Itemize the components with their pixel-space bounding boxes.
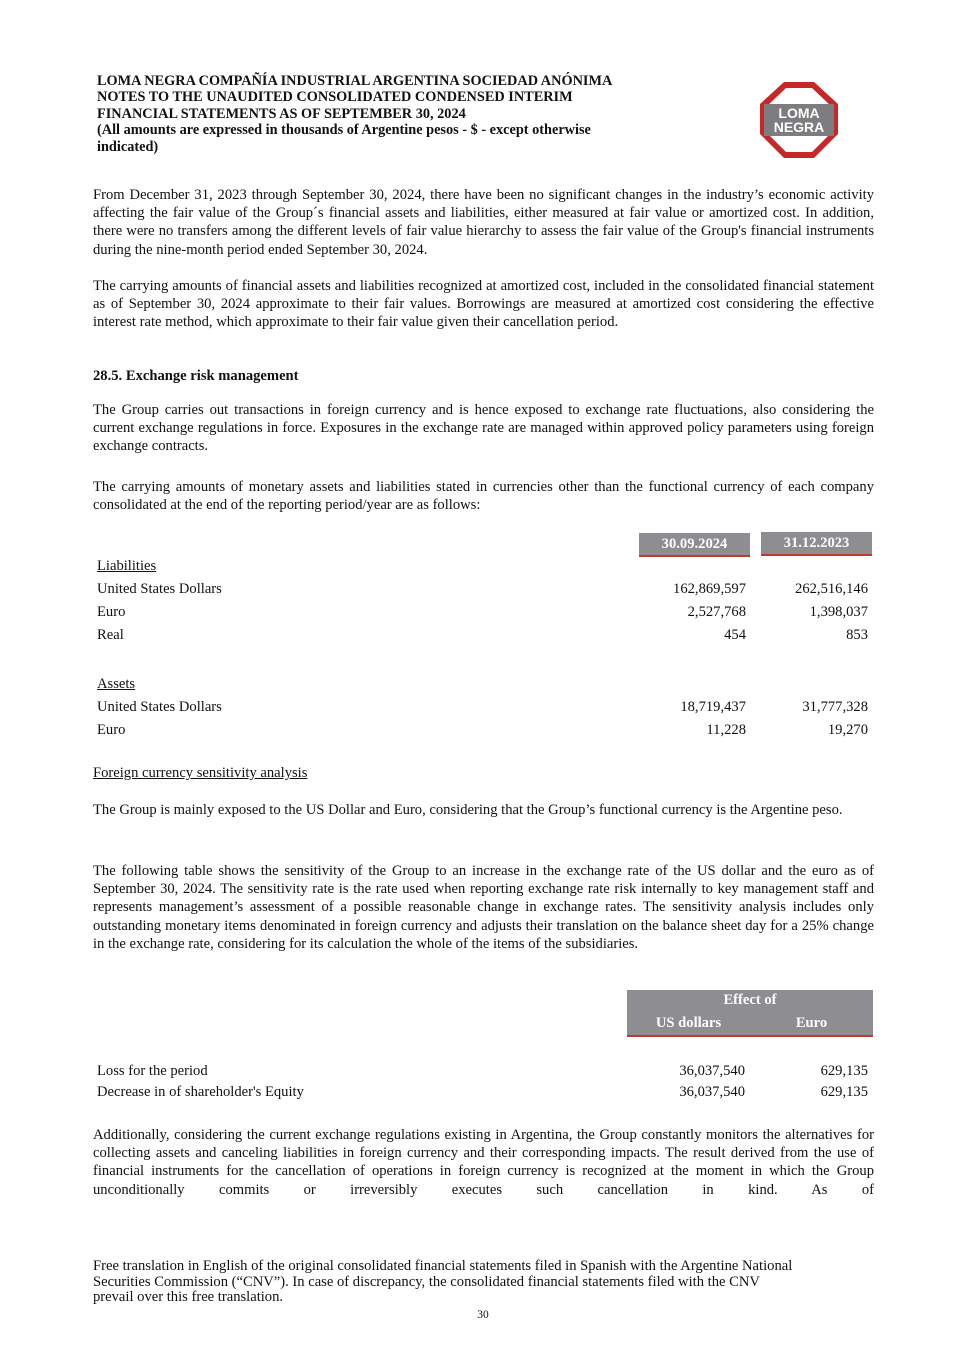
equity-decrease-euro: 629,135 (820, 1084, 868, 1100)
liability-label-euro: Euro (97, 604, 126, 620)
loss-for-period-euro: 629,135 (820, 1063, 868, 1079)
asset-usd-2023: 31,777,328 (802, 699, 868, 715)
liability-usd-2024: 162,869,597 (673, 581, 746, 597)
effect-of-label: Effect of (723, 992, 777, 1008)
paragraph-carrying-amounts: The carrying amounts of financial assets and liabilities recognized at amortized cost, included in the consolidated financial statement as of September 30, 2024 approximate to their fair values. Borrowings are measured at amortized cost considering the effective interest rate method, which approximate to their fair value given their cancellation period. (93, 278, 874, 331)
column-header-30-09-2024: 30.09.2024 (639, 533, 750, 557)
asset-euro-2023: 19,270 (827, 722, 868, 738)
assets-heading: Assets (97, 676, 136, 692)
paragraph-sensitivity-description: The following table shows the sensitivity of the Group to an increase in the exchange rate of the US dollar and the euro as of September 30, 2024. The sensitivity rate is the rate used when reporting exchange rate risk internally to key management staff and represents management’s assessment of a possible reasonable change in exchange rates. The sensitivity analysis includes only outstanding monetary items denominated in foreign currency and adjusts their translation on the balance sheet day for a 25% change in the exchange rate, considering for its calculation the whole of the items of the subsidiaries. (93, 863, 874, 952)
header-line-4: (All amounts are expressed in thousands of Argentine pesos - $ - except otherwise (97, 122, 591, 139)
effect-of-header (627, 990, 873, 1037)
liability-real-2023: 853 (846, 627, 868, 643)
header-line-3: FINANCIAL STATEMENTS AS OF SEPTEMBER 30, 2024 (97, 105, 466, 122)
equity-decrease-label: Decrease in of shareholder's Equity (97, 1084, 304, 1100)
logo-word-1: LOMA (778, 105, 820, 121)
asset-label-euro: Euro (97, 722, 126, 738)
loss-for-period-label: Loss for the period (97, 1063, 208, 1079)
disclaimer-line-1: Free translation in English of the original consolidated financial statements filed in Spanish with the Argentine National (93, 1258, 793, 1274)
liability-label-usd: United States Dollars (97, 581, 222, 597)
loss-for-period-usd: 36,037,540 (679, 1063, 745, 1079)
liability-usd-2023: 262,516,146 (795, 581, 868, 597)
asset-usd-2024: 18,719,437 (680, 699, 746, 715)
liability-label-real: Real (97, 627, 124, 643)
paragraph-exchange-regulations: Additionally, considering the current exchange regulations existing in Argentina, the Group constantly monitors the alternatives for collecting assets and canceling liabilities in foreign currency and their corresponding impacts. The result derived from the use of financial instruments for the cancellation of operations in foreign currency is recognized at the moment in which the Group unconditionally commits or irreversibly executes such cancellation in kind. As of (93, 1127, 874, 1198)
header-line-5: indicated) (97, 138, 159, 155)
column-header-31-12-2023: 31.12.2023 (761, 532, 872, 556)
translation-disclaimer (93, 1259, 883, 1306)
disclaimer-line-3: prevail over this free translation. (93, 1289, 284, 1306)
sensitivity-analysis-title: Foreign currency sensitivity analysis (93, 765, 308, 781)
asset-euro-2024: 11,228 (706, 722, 746, 738)
header-line-1: LOMA NEGRA COMPAÑÍA INDUSTRIAL ARGENTINA SOCIEDAD ANÓNIMA (97, 73, 613, 89)
section-title-exchange-risk: 28.5. Exchange risk management (93, 368, 299, 384)
liabilities-heading: Liabilities (97, 558, 157, 574)
document-header (97, 73, 737, 155)
header-line-2: NOTES TO THE UNAUDITED CONSOLIDATED CONDENSED INTERIM (97, 89, 573, 106)
column-header-euro: Euro (795, 1015, 828, 1031)
liability-euro-2024: 2,527,768 (687, 604, 746, 620)
paragraph-monetary-assets-intro: The carrying amounts of monetary assets and liabilities stated in currencies other than the functional currency of each company consolidated at the end of the reporting period/year are as follows: (93, 479, 874, 514)
asset-label-usd: United States Dollars (97, 699, 222, 715)
column-header-us-dollars: US dollars (655, 1015, 722, 1031)
liability-euro-2023: 1,398,037 (809, 604, 868, 620)
liability-real-2024: 454 (724, 627, 746, 643)
paragraph-exposure: The Group is mainly exposed to the US Dollar and Euro, considering that the Group’s functional currency is the Argentine peso. (93, 802, 843, 818)
logo-word-2: NEGRA (773, 119, 825, 135)
paragraph-foreign-currency-transactions: The Group carries out transactions in foreign currency and is hence exposed to exchange rate fluctuations, also considering the current exchange regulations in force. Exposures in the exchange rate are managed within approved policy parameters using foreign exchange contracts. (93, 402, 874, 455)
company-logo (758, 80, 840, 160)
disclaimer-line-2: Securities Commission (“CNV”). In case of discrepancy, the consolidated financial statements filed with the CNV (93, 1273, 760, 1290)
page-number: 30 (477, 1309, 489, 1321)
paragraph-fair-value-changes: From December 31, 2023 through September 30, 2024, there have been no significant changes in the industry’s economic activity affecting the fair value of the Group´s financial assets and liabilities, either measured at fair value or amortized cost. In addition, there were no transfers among the different levels of fair value hierarchy to assess the fair value of the Group's financial instruments during the nine-month period ended September 30, 2024. (93, 187, 874, 258)
equity-decrease-usd: 36,037,540 (679, 1084, 745, 1100)
